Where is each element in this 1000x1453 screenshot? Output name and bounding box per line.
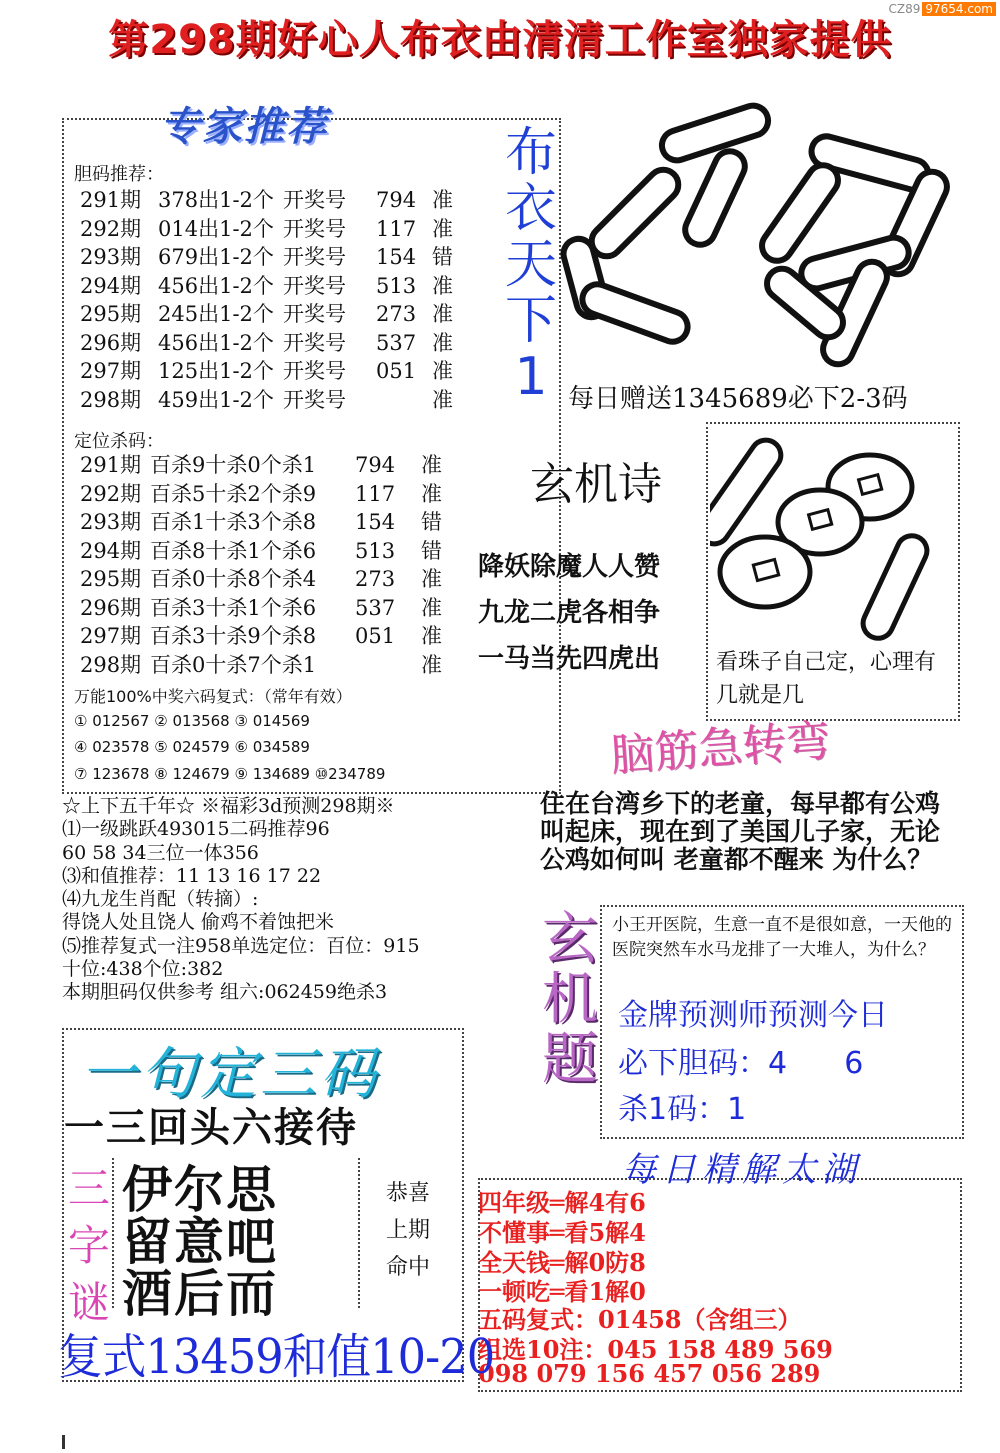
table-row — [80, 215, 462, 244]
vertical-char: 衣 — [504, 179, 557, 239]
bead-segment — [658, 102, 772, 165]
phrase-heading: 一句定三码 — [80, 1042, 380, 1107]
period: 296期 — [80, 330, 142, 355]
riddle-heading: 脑筋急转弯 — [608, 715, 832, 782]
bold-table — [80, 186, 462, 414]
table-row — [80, 480, 451, 509]
num: 117 — [376, 216, 417, 241]
num: 513 — [376, 273, 417, 298]
main: 百杀0十杀8个杀4 — [150, 567, 317, 591]
main: 456出1-2个 — [158, 330, 274, 355]
main: 456出1-2个 — [158, 273, 274, 298]
period: 291期 — [80, 188, 142, 212]
sd-line: 60 58 34三位一体356 — [62, 841, 259, 864]
gold-line-3: 杀1码：1 — [618, 1092, 747, 1127]
main: 245出1-2个 — [158, 302, 274, 326]
label: 开奖号 — [283, 302, 346, 326]
vertical-char: 玄 — [542, 907, 598, 972]
bead-segment — [578, 280, 692, 346]
combo-line-2: ④ 023578 ⑤ 024579 ⑥ 034589 — [74, 738, 310, 756]
beads-caption: 看珠子自己定，心理有几就是几 — [716, 650, 937, 708]
sd-line: ☆上下五千年☆ ※福彩3d预测298期※ — [62, 795, 395, 817]
mark: 准 — [421, 481, 442, 506]
period: 296期 — [80, 595, 142, 620]
period: 292期 — [80, 481, 142, 506]
watermark-site: 97654.com — [922, 2, 996, 16]
mark: 准 — [421, 595, 442, 620]
expert-heading: 专家推荐 — [160, 104, 328, 150]
period: 295期 — [80, 567, 142, 591]
num: 154 — [376, 245, 417, 269]
coin-hole — [753, 559, 778, 580]
table-row — [80, 272, 462, 301]
vertical-char: 布 — [504, 123, 557, 183]
mark: 准 — [432, 387, 453, 412]
label: 开奖号 — [283, 330, 346, 355]
main: 百杀8十杀1个杀6 — [150, 538, 317, 563]
sd-line: 得饶人处且饶人 偷鸡不着蚀把米 — [62, 911, 335, 934]
num: 051 — [376, 359, 417, 383]
label: 开奖号 — [283, 245, 346, 269]
kill-label: 定位杀码： — [74, 431, 164, 452]
num: 154 — [355, 510, 396, 534]
table-row — [80, 386, 462, 415]
kill-table — [80, 451, 451, 679]
sd-line: ⑶和值推荐：11 13 16 17 22 — [62, 864, 322, 887]
vertical-char: 三 — [67, 1164, 110, 1213]
beads-illustration — [710, 422, 955, 644]
sd-line: ⑸推荐复式一注958单选定位：百位：915 — [62, 934, 420, 957]
riddle3-line-2: 留意吧 — [122, 1212, 278, 1271]
mark: 准 — [421, 652, 442, 677]
main: 125出1-2个 — [158, 359, 274, 383]
coin-hole — [859, 475, 882, 495]
num: 513 — [355, 538, 396, 563]
gold-line-2: 必下胆码：4 6 — [618, 1046, 864, 1081]
poem-line-2: 九龙二虎各相争 — [478, 598, 661, 628]
main: 459出1-2个 — [158, 387, 274, 412]
label: 开奖号 — [283, 188, 346, 212]
vertical-char: 1 — [514, 347, 548, 407]
page-title: 第298期好心人布衣由清清工作室独家提供 — [108, 17, 892, 63]
period: 293期 — [80, 245, 142, 269]
period: 294期 — [80, 538, 142, 563]
riddle3-label — [64, 1160, 114, 1331]
mark: 准 — [432, 273, 453, 298]
label: 开奖号 — [283, 273, 346, 298]
main: 014出1-2个 — [158, 216, 274, 241]
vertical-char: 天 — [504, 235, 557, 295]
mark: 错 — [421, 510, 442, 534]
table-row — [80, 622, 451, 651]
bead-segment — [586, 164, 685, 263]
table-row — [80, 243, 462, 272]
mark: 错 — [432, 245, 453, 269]
period: 297期 — [80, 359, 142, 383]
mark: 准 — [432, 359, 453, 383]
congrats — [380, 1175, 436, 1286]
label: 开奖号 — [283, 216, 346, 241]
period: 294期 — [80, 273, 142, 298]
num: 537 — [355, 595, 396, 620]
divider — [358, 1158, 362, 1308]
vertical-char: 题 — [542, 1027, 598, 1092]
main: 378出1-2个 — [158, 188, 274, 212]
table-row — [80, 565, 451, 594]
mark: 准 — [432, 330, 453, 355]
bold-label: 胆码推荐： — [74, 164, 164, 185]
period: 291期 — [80, 453, 142, 477]
sd-line: ⑴一级跳跃493015二码推荐96 — [62, 818, 330, 841]
table-row — [80, 329, 462, 358]
xuanji-vertical — [537, 907, 603, 1092]
congrats-line: 恭喜 — [385, 1181, 430, 1206]
table-row — [80, 651, 451, 680]
sd-prediction — [62, 795, 420, 1005]
riddle3-line-3: 酒后而 — [122, 1264, 278, 1323]
table-row — [80, 186, 462, 215]
mark: 错 — [421, 538, 442, 563]
phrase-text: 一三回头六接待 — [64, 1105, 358, 1151]
mark: 准 — [432, 216, 453, 241]
vertical-char: 谜 — [67, 1278, 110, 1327]
period: 292期 — [80, 216, 142, 241]
num: 794 — [355, 453, 396, 477]
riddle-text: 住在台湾乡下的老童，每早都有公鸡叫起床，现在到了美国儿子家，无论公鸡如何叫 老童都不醒来 为什么？ — [540, 789, 941, 874]
red-line-1: 四年级═解4有6 — [478, 1188, 646, 1217]
table-row — [80, 300, 462, 329]
riddle3-line-1: 伊尔思 — [122, 1160, 278, 1219]
divider — [112, 1158, 116, 1308]
num: 273 — [376, 302, 417, 326]
gold-line-1: 金牌预测师预测今日 — [618, 998, 888, 1033]
num: 117 — [355, 481, 396, 506]
main: 百杀9十杀0个杀1 — [150, 453, 317, 477]
daily-gift: 每日赠送1345689必下2-3码 — [568, 384, 908, 414]
num: 794 — [376, 188, 417, 212]
congrats-line: 上期 — [385, 1218, 430, 1243]
bead-rod — [858, 531, 932, 643]
label: 开奖号 — [283, 359, 346, 383]
label: 开奖号 — [283, 387, 346, 412]
mark: 准 — [421, 453, 442, 477]
mark: 准 — [421, 567, 442, 591]
table-row — [80, 508, 451, 537]
combo-title: 万能100%中奖六码复式：（常年有效） — [74, 687, 352, 706]
main: 百杀5十杀2个杀9 — [150, 481, 317, 506]
mark: 准 — [432, 188, 453, 212]
watermark-code: CZ89 — [888, 2, 921, 16]
table-row — [80, 451, 451, 480]
red-line-5: 五码复式：01458（含组三） — [478, 1305, 802, 1334]
bead-segment — [680, 146, 749, 249]
bead-number-29 — [560, 88, 960, 378]
poem-line-3: 一马当先四虎出 — [478, 644, 661, 674]
red-line-7: 098 079 156 457 056 289 — [478, 1359, 821, 1388]
table-row — [80, 357, 462, 386]
vertical-char: 字 — [67, 1221, 110, 1270]
main: 百杀1十杀3个杀8 — [150, 510, 317, 534]
mark: 准 — [421, 624, 442, 648]
vertical-title — [498, 125, 564, 405]
main: 百杀3十杀1个杀6 — [150, 595, 317, 620]
red-line-6: 组选10注：045 158 489 569 — [478, 1335, 833, 1364]
scan-mark — [62, 1435, 65, 1449]
congrats-line: 命中 — [385, 1255, 430, 1280]
main: 百杀0十杀7个杀1 — [150, 652, 317, 677]
red-line-3: 全天钱═解0防8 — [478, 1248, 646, 1277]
vertical-char: 下 — [504, 291, 557, 351]
sd-line: 本期胆码仅供参考 组六:062459绝杀3 — [62, 981, 388, 1004]
period: 295期 — [80, 302, 142, 326]
poem-line-1: 降妖除魔人人赞 — [478, 552, 661, 582]
num — [376, 386, 432, 415]
num: 537 — [376, 330, 417, 355]
combo-line-3: ⑦ 123678 ⑧ 124679 ⑨ 134689 ⑩234789 — [74, 765, 386, 783]
vertical-char: 机 — [542, 967, 598, 1032]
sd-line: 十位:438个位:382 — [62, 958, 224, 981]
period: 297期 — [80, 624, 142, 648]
bead-segment — [756, 159, 844, 266]
table-row — [80, 594, 451, 623]
num: 273 — [355, 567, 396, 591]
hospital-riddle: 小王开医院，生意一直不是很如意，一天他的医院突然车水马龙排了一大堆人，为什么？ — [612, 915, 952, 960]
red-line-2: 不懂事═看5解4 — [478, 1218, 646, 1247]
bead-rod — [710, 434, 787, 550]
period: 298期 — [80, 652, 142, 677]
combo-bottom: 复式13459和值10-20 — [58, 1329, 495, 1385]
poem-title: 玄机诗 — [530, 459, 662, 510]
num: 051 — [355, 624, 396, 648]
taihu-heading: 每日精解太湖 — [622, 1150, 862, 1190]
coin-hole — [809, 510, 832, 530]
main: 679出1-2个 — [158, 245, 274, 269]
main: 百杀3十杀9个杀8 — [150, 624, 317, 648]
table-row — [80, 537, 451, 566]
period: 293期 — [80, 510, 142, 534]
num — [355, 651, 421, 680]
sd-line: ⑷九龙生肖配（转摘）: — [62, 888, 259, 911]
red-line-4: 一顿吃═看1解0 — [478, 1277, 646, 1306]
combo-line-1: ① 012567 ② 013568 ③ 014569 — [74, 712, 310, 730]
mark: 准 — [432, 302, 453, 326]
period: 298期 — [80, 387, 142, 412]
